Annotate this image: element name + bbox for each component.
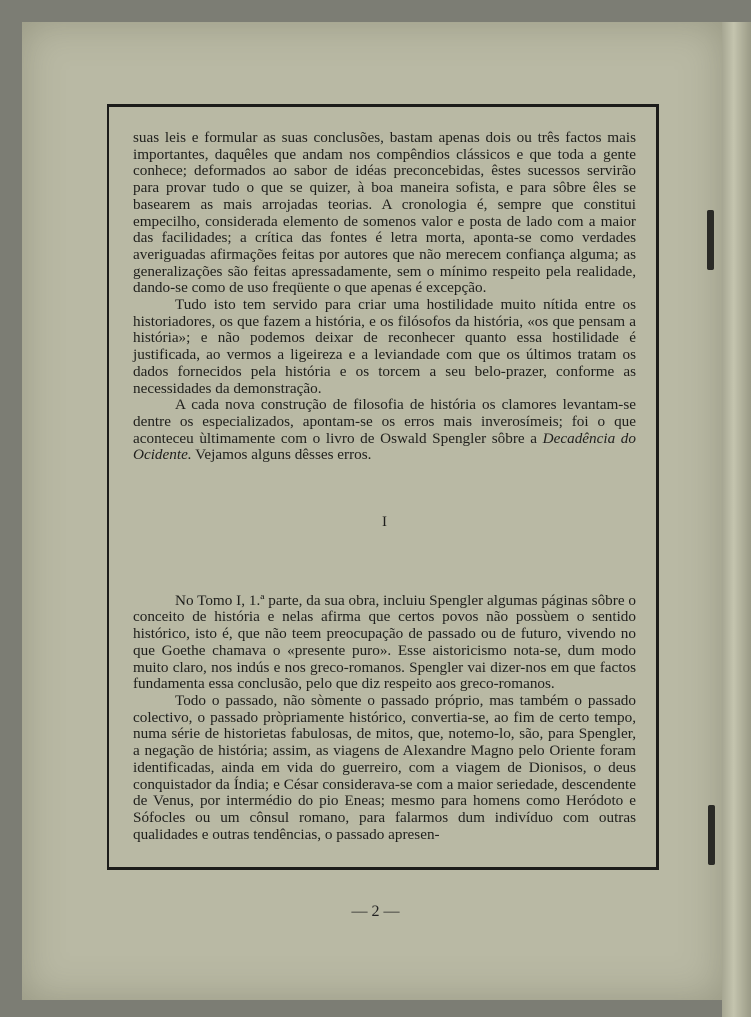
binding-stitch: [707, 210, 714, 270]
next-page-edge: [722, 22, 751, 1017]
section-heading: I: [382, 514, 387, 531]
text-span: A cada nova construção de filosofia de história os clamores levantam-se dentre os especializados, apontam-se os erros mais inverosímeis; foi o que aconteceu ùltimamente com o livro de Oswald Spengler sôbre a: [133, 396, 636, 447]
binding-stitch: [708, 805, 715, 865]
text-span: Vejamos alguns dêsses erros.: [191, 446, 372, 464]
page-number: — 2 —: [351, 903, 400, 920]
book-title: Decadência do Ocidente.: [133, 429, 636, 464]
paragraph: suas leis e formular as suas conclusões, bastam apenas dois ou três factos mais importantes, daquêles que andam nos compêndios clássicos e que toda a gente conhece; deformados ao sabor de idéas preconcebidas, êstes sucessos servirão para provar tudo o que se quizer, à boa maneira sofista, e para sôbre êles se basearem as mais arrojadas teorias. A cronologia é, sempre que constitui empecilho, considerada elemento de somenos valor e posta de lado com a maior das facilidades; a crítica das fontes é letra morta, aponta-se como verdades averiguadas afirmações feitas por autores que não merecem confiança alguma; as generalizações são feitas apressadamente, sem o mínimo respeito pela realidade, dando-se como de uso freqüente o que apenas é excepção.: [133, 129, 636, 297]
paragraph: Tudo isto tem servido para criar uma hostilidade muito nítida entre os historiadores, os que fazem a história, e os filósofos da história, «os que pensam a história»; e não podemos deixar de reconhecer quanto essa hostilidade é justificada, ao vermos a ligeireza e a leviandade com que os últimos tratam os dados fornecidos pela história e os torcem a seu belo-prazer, conforme as necessidades da demonstração.: [133, 296, 636, 397]
paragraph: Todo o passado, não sòmente o passado próprio, mas também o passado colectivo, o passado pròpriamente histórico, convertia-se, ao fim de certo tempo, numa série de historietas fabulosas, de mitos, que, notemo-lo, são, para Spengler, a negação de história; assim, as viagens de Alexandre Magno pelo Oriente foram identificadas, ainda em vida do guerreiro, com a viagem de Dionisos, o deus conquistador da Índia; e César considerava-se com a maior seriedade, descendente de Venus, por intermédio do pio Eneas; mesmo para homens como Heródoto e Sófocles ou um cônsul romano, para falarmos dum indivíduo com outras qualidades e outras tendências, o passado apresen-: [133, 691, 636, 843]
paragraph: No Tomo I, 1.ª parte, da sua obra, incluiu Spengler algumas páginas sôbre o conceito de história e nelas afirma que certos povos não possùem o sentido histórico, isto é, que não teem preocupação de passado ou de futuro, vivendo no que Goethe chamava o «presente puro». Esse aistoricismo nota-se, dum modo muito claro, nos indús e nos greco-romanos. Spengler vai dizer-nos em que factos fundamenta essa conclusão, pelo que diz respeito aos greco-romanos.: [133, 591, 636, 693]
paragraph: [133, 397, 636, 464]
page-body: [133, 130, 636, 843]
